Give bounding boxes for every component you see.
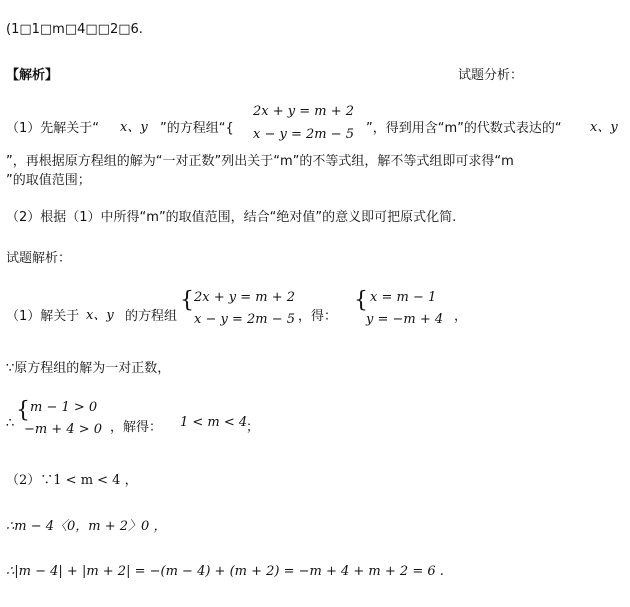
analysis-p1-c: ”，得到用含“m”的代数式表达的“ bbox=[366, 121, 562, 136]
analysis-p1-d: ”，再根据原方程组的解为“一对正数”列出关于“m”的不等式组，解不等式组即可求得“m bbox=[6, 154, 514, 169]
answer-line: (1□1□m□4□□2□6. bbox=[6, 22, 143, 37]
analysis-p1-eq2: x − y = 2m − 5 bbox=[253, 127, 355, 142]
solution-s1-system: { 2x + y = m + 2 x − y = 2m − 5 bbox=[180, 288, 296, 327]
analysis-p1-b: ”的方程组“{ bbox=[160, 121, 234, 136]
solution-s5: ∴m − 4〈0，m + 2〉0 ， bbox=[6, 519, 167, 534]
solution-s1-eq2: x − y = 2m − 5 bbox=[194, 312, 296, 327]
analysis-p1-xy: x、y bbox=[120, 120, 148, 135]
solution-s4: （2）∵1 < m < 4 ， bbox=[6, 473, 138, 488]
analysis-p1-a: （1）先解关于“ bbox=[6, 121, 100, 136]
solution-s1-xy: x、y bbox=[86, 308, 114, 323]
analysis-p1-eq1: 2x + y = m + 2 bbox=[253, 104, 355, 119]
solution-s1-res2: y = −m + 4 bbox=[366, 312, 444, 327]
analysis-p2: （2）根据（1）中所得“m”的取值范围，结合“绝对值”的意义即可把原式化简. bbox=[6, 210, 457, 225]
analysis-p1-xy2: x、y bbox=[590, 120, 618, 135]
solution-s3-range: 1 < m < 4 bbox=[180, 415, 248, 430]
solution-s6: ∴|m − 4| + |m + 2| = −(m − 4) + (m + 2) = −m + 4 + m + 2 = 6 . bbox=[6, 564, 444, 579]
solution-s3-end: ； bbox=[246, 420, 260, 435]
solution-s1-b: 的方程组 bbox=[125, 309, 178, 324]
solution-s3-prefix: ∴ bbox=[6, 416, 15, 431]
solution-s1-label: （1）解关于 bbox=[6, 309, 80, 324]
solution-s3-ineq1: m − 1 > 0 bbox=[30, 400, 98, 415]
solution-s1-result: { x = m − 1 y = −m + 4 bbox=[354, 288, 444, 327]
solution-s3-ineq2: −m + 4 > 0 bbox=[24, 422, 103, 437]
solution-s1-end: ， bbox=[454, 309, 468, 324]
analysis-heading: 【解析】 bbox=[6, 68, 59, 83]
analysis-title: 试题分析： bbox=[458, 68, 524, 83]
solution-s3-system: { m − 1 > 0 −m + 4 > 0 bbox=[16, 398, 103, 437]
solution-s1-eq1: 2x + y = m + 2 bbox=[194, 290, 296, 305]
solution-title: 试题解析： bbox=[6, 251, 72, 266]
analysis-p1-e: ”的取值范围； bbox=[6, 173, 91, 188]
solution-s1-res1: x = m − 1 bbox=[370, 290, 437, 305]
solution-s2: ∵原方程组的解为一对正数， bbox=[6, 361, 171, 376]
solution-s1-get: ，得： bbox=[298, 309, 338, 324]
solution-s3-get: ，解得： bbox=[110, 420, 163, 435]
